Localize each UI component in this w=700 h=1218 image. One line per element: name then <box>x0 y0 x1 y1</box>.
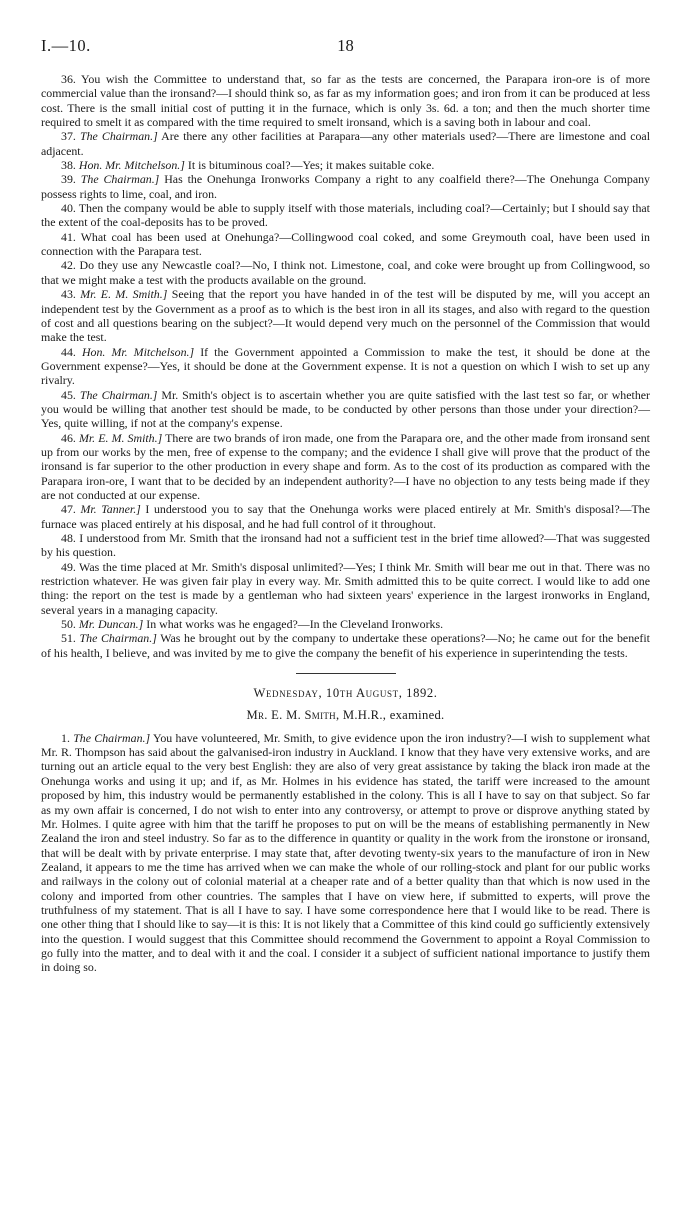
witness-heading: Mr. E. M. Smith, M.H.R., examined. <box>246 708 445 723</box>
question-paragraph <box>41 158 650 172</box>
question-number: 47. <box>61 502 76 517</box>
question-text: Has the Onehunga Ironworks Company a right to any coalfield there?—The Onehunga Company possess rights to lime, coal, and iron. <box>41 172 650 201</box>
question-number: 38. <box>61 158 76 173</box>
question-number: 40. <box>61 201 76 216</box>
question-number: 44. <box>61 344 76 359</box>
question-paragraph <box>41 431 650 503</box>
question-number: 43. <box>61 287 76 302</box>
question-paragraph <box>41 258 650 287</box>
question-paragraph <box>41 129 650 158</box>
question-text: Mr. Smith's object is to ascertain whether you are quite satisfied with the last test so far, or whether you would be willing that another test should be made, to be conducted by other persons than those under your direction?—Yes, quite willing, if not at the company's expense. <box>41 387 651 431</box>
session-date: Wednesday, 10th August, 1892. <box>253 686 438 701</box>
question-paragraph <box>41 731 650 975</box>
question-number: 50. <box>61 617 76 632</box>
question-paragraph <box>41 172 650 201</box>
question-paragraph <box>41 230 650 259</box>
question-number: 51. <box>61 631 76 646</box>
question-text: Was he brought out by the company to undertake these operations?—No; he came out for the benefit of his health, I believe, and was invited by me to give the company the benefit of his experience in superintending the tests. <box>41 631 650 660</box>
speaker-name: Mr. Duncan.] <box>78 617 144 632</box>
evidence-body <box>41 72 650 975</box>
speaker-name: The Chairman.] <box>79 387 158 402</box>
speaker-name: Mr. Tanner.] <box>80 502 141 517</box>
question-text: I understood you to say that the Onehunga works were placed entirely at Mr. Smith's disposal?—The furnace was placed entirely at his disposal, and he had full control of it throughout. <box>41 502 650 531</box>
question-paragraph <box>41 345 650 388</box>
question-paragraph <box>41 531 650 560</box>
speaker-name: The Chairman.] <box>73 730 151 745</box>
question-text: I understood from Mr. Smith that the ironsand had not a sufficient test in the brief time allowed?—That was suggested by his question. <box>41 531 650 560</box>
question-text: If the Government appointed a Commission to make the test, it should be done at the Government expense?—Yes, it should be done at the Government expense. It is not a question on which I wish to set up any rivalry. <box>41 344 650 388</box>
question-text: Do they use any Newcastle coal?—No, I think not. Limestone, coal, and coke were brought up from Collingwood, so that we might make a test with the products available on the ground. <box>41 258 650 287</box>
question-paragraph <box>41 72 650 129</box>
question-text: You have volunteered, Mr. Smith, to give evidence upon the iron industry?—I wish to supplement what Mr. R. Thompson has said about the galvanised-iron industry in Auckland. I know that they have very extensive works, and are turning out an article equal to the very best English: they are also of very great assistance by taking the black iron made at the Onehunga works and using it up; and if, as Mr. Holmes in his evidence has stated, the tariff were increased to the amount proposed by him, this industry would be permanently established in the colony. This is all I have to say on that subject. So far as my own affair is concerned, I do not wish to enter into any controversy, or attempt to prove or disprove anything stated by Mr. Holmes. I quite agree with him that the tariff he proposes to put on will be the means of establishing permanently in New Zealand the iron and steel industry. So far as to the difference in quantity or quality in the work from the ironstone or ironsand, that will be dealt with by private enterprise. I may state that, after devoting twenty-six years to the manufacture of iron in New Zealand, it appears to me the time has arrived when we can make the whole of our rolling-stock and plant for our public works and railways in the colony out of colonial material at a cheaper rate and of a better quality than that which is now used in the colony and imported from other countries. The samples that I have on view here, if submitted to experts, will prove the truthfulness of my statement. That is all I have to say. I have some correspondence here that I would like to be read. There is one other thing that I should like to say—it is this: It is not likely that a Committee of this kind could go sufficiently extensively into the question. I would suggest that this Committee should recommend the Government to appoint a Royal Commission to go fully into the matter, and to deal with it and the coal. I consider it a subject of sufficient national importance to justify them in doing so. <box>41 730 651 975</box>
speaker-name: Mr. E. M. Smith.] <box>80 287 168 302</box>
question-number: 48. <box>61 531 76 545</box>
question-text: It is bituminous coal?—Yes; it makes suitable coke. <box>187 158 435 173</box>
document-reference: I.—10. <box>41 36 91 55</box>
question-list-top <box>41 72 650 660</box>
page-header <box>41 36 650 72</box>
question-text: Seeing that the report you have handed in of the test will be disputed by me, will you accept an independent test by the Government as a proof as to which is the best iron in all its stages, and also with regard to the question of cost and all questions bearing on the subject?—It would depend very much on the personnel of the Commission that would make the test. <box>41 287 650 345</box>
question-list-bottom <box>41 731 650 975</box>
question-paragraph <box>41 388 650 431</box>
question-number: 42. <box>61 258 76 273</box>
question-number: 39. <box>61 172 76 187</box>
question-number: 49. <box>61 559 76 574</box>
question-paragraph <box>41 287 650 344</box>
question-paragraph <box>41 631 650 660</box>
speaker-name: Hon. Mr. Mitchelson.] <box>78 158 185 173</box>
question-number: 46. <box>61 430 76 445</box>
question-text: Are there any other facilities at Parapara—any other materials used?—There are limestone and coal adjacent. <box>41 129 650 158</box>
speaker-name: Mr. E. M. Smith.] <box>78 430 163 445</box>
speaker-name: The Chairman.] <box>79 129 158 144</box>
question-number: 36. <box>61 72 76 86</box>
question-text: In what works was he engaged?—In the Cleveland Ironworks. <box>146 617 444 632</box>
question-number: 1. <box>61 730 70 745</box>
question-number: 41. <box>61 229 76 244</box>
speaker-name: The Chairman.] <box>79 631 157 646</box>
question-paragraph <box>41 201 650 230</box>
question-paragraph <box>41 617 650 631</box>
speaker-name: The Chairman.] <box>80 172 160 187</box>
question-text: Was the time placed at Mr. Smith's disposal unlimited?—Yes; I think Mr. Smith will bear me out in that. There was no restriction whatever. He was given fair play in every way. Mr. Smith admitted this to be quite correct. I would like to add one thing: the report on the test is made by a gentleman who had sixteen years' experience in the largest ironworks in England, several years in a managing capacity. <box>41 559 651 617</box>
question-paragraph <box>41 502 650 531</box>
question-text: What coal has been used at Onehunga?—Collingwood coal coked, and some Greymouth coal, have been used in connection with the Parapara test. <box>41 229 650 259</box>
question-number: 37. <box>61 129 76 144</box>
question-paragraph <box>41 560 650 617</box>
question-number: 45. <box>61 387 76 402</box>
question-text: You wish the Committee to understand that, so far as the tests are concerned, the Parapara iron-ore is of more commercial value than the ironsand?—I should think so, as far as my information goes; and iron from it can be produced at less cost. There is the small initial cost of putting it in the furnace, which is only 3s. 6d. a ton; and then the much shorter time required to smelt it as compared with the time required to smelt ironsand, which is a saving both in labour and coal. <box>41 72 650 130</box>
section-divider <box>296 673 396 674</box>
page-number: 18 <box>337 36 354 55</box>
question-text: There are two brands of iron made, one from the Parapara ore, and the other made from ironsand sent up from our works by the men, free of expense to the company; and the evidence I shall give will prove that the product of the ironsand is far superior to the other production in every shape and form. As to the cost of its production as compared with the Parapara iron-ore, I want that to be decided by an independent authority?—I have no objection to any tests being made if they are not conducted at our expense. <box>41 430 650 502</box>
question-text: Then the company would be able to supply itself with those materials, including coal?—Certainly; but I should say that the extent of the coal-deposits has to be proved. <box>41 201 650 230</box>
speaker-name: Hon. Mr. Mitchelson.] <box>81 344 195 359</box>
